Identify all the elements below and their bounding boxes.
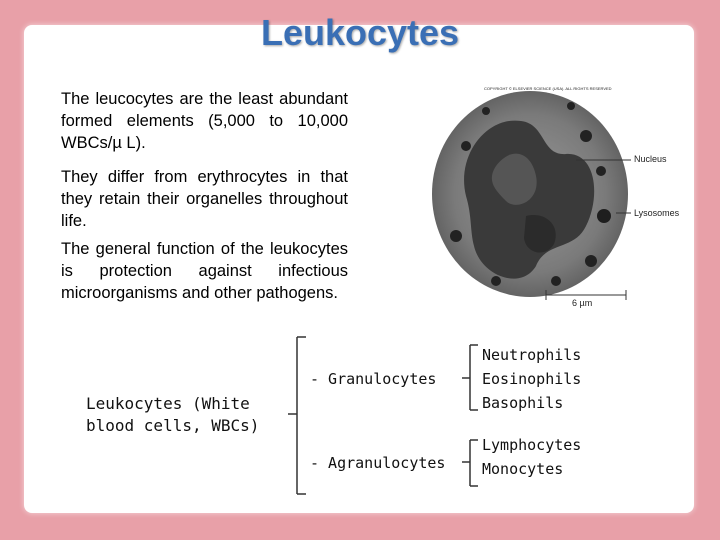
- slide-title: Leukocytes: [260, 12, 460, 53]
- lysosomes-label: Lysosomes: [634, 208, 680, 218]
- basophils-label: Basophils: [482, 394, 564, 412]
- granulocytes-label: - Granulocytes: [310, 370, 437, 388]
- paragraph-function: The general function of the leukocytes is protection against infectious microorganisms and other pathogens.: [61, 240, 348, 302]
- leukocyte-micrograph: [426, 76, 676, 316]
- nucleus-label: Nucleus: [634, 154, 667, 164]
- paragraph-organelles: They differ from erythrocytes in that they retain their organelles throughout life.: [61, 168, 348, 230]
- paragraph-abundance: The leucocytes are the least abundant formed elements (5,000 to 10,000 WBCs/µ L).: [61, 90, 348, 152]
- monocytes-label: Monocytes: [482, 460, 564, 478]
- scale-bar-label: 6 µm: [572, 298, 593, 308]
- neutrophils-label: Neutrophils: [482, 346, 582, 364]
- micrograph-caption: COPYRIGHT © ELSEVIER SCIENCE (USA). ALL RIGHTS RESERVED: [484, 86, 612, 91]
- eosinophils-label: Eosinophils: [482, 370, 582, 388]
- lymphocytes-label: Lymphocytes: [482, 436, 582, 454]
- agranulocytes-label: - Agranulocytes: [310, 454, 446, 472]
- tree-root-label: Leukocytes (White blood cells, WBCs): [86, 394, 260, 435]
